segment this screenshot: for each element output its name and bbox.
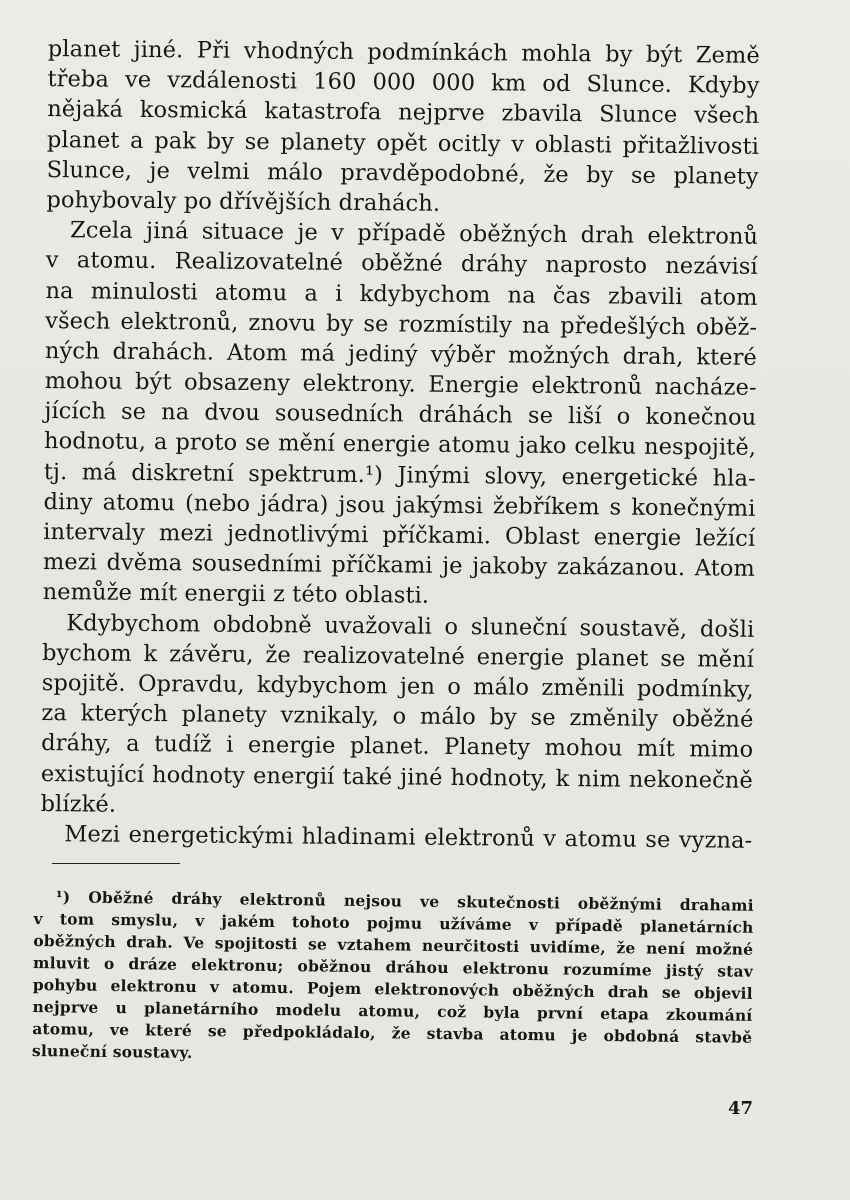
body-line: Mezi energetickými hladinami elektronů v atomu se vyzna- [64,821,753,854]
footnote-line: mluvit o dráze elektronu; oběžnou dráhou elektronu rozumíme jistý stav [32,952,754,981]
body-line: nějaká kosmická katastrofa nejprve zbavila Slunce všech [47,96,760,130]
footnote-line: nejprve u planetárního modelu atomu, což byla první etapa zkoumání [32,996,753,1025]
body-line: Kdybychom obdobně uvažovali o sluneční soustavě, došli [66,609,755,643]
body-line: mohou být obsazeny elektrony. Energie elektronů nacháze- [44,368,757,401]
footnote-line: sluneční soustavy. [31,1040,193,1062]
footnote-divider [52,863,180,864]
body-line: dráhy, a tudíž i energie planet. Planety mohou mít mimo [41,730,754,764]
body-line: diny atomu (nebo jádra) jsou jakýmsi žebříkem s konečnými [43,488,756,522]
body-line: pohybovaly po dřívějších drahách. [46,186,441,217]
body-line: ných drahách. Atom má jediný výběr možných drah, které [44,337,758,371]
body-line: v atomu. Realizovatelné oběžné dráhy naprosto nezávisí [45,247,758,281]
body-line: tj. má diskretní spektrum.¹) Jinými slovy, energetické hla- [43,458,756,492]
body-line: všech elektronů, znovu by se rozmístily na předešlých oběž- [45,307,758,341]
footnote-line: atomu, ve které se předpokládalo, že stavba atomu je obdobná stavbě [32,1018,753,1047]
body-line: blízké. [40,790,117,818]
body-line: existující hodnoty energií také jiné hodnoty, k nim nekonečně [40,760,753,794]
body-line: na minulosti atomu a i kdybychom na čas zbavili atom [45,277,758,311]
page-number: 47 [728,1098,754,1119]
footnote-line: ¹) Oběžné dráhy elektronů nejsou ve skutečnosti oběžnými drahami [55,887,754,915]
body-line: planet jiné. Při vhodných podmínkách mohla by být Země [47,35,760,69]
body-line: jících se na dvou sousedních dráhách se liší o konečnou [44,398,757,432]
footnote-line: pohybu elektronu v atomu. Pojem elektronových oběžných drah se objevil [32,974,753,1003]
body-line: hodnotu, a proto se mění energie atomu jako celku nespojitě, [43,428,757,462]
body-line: Slunce, je velmi málo pravděpodobné, že by se planety [46,156,759,190]
footnote-line: v tom smyslu, v jakém tohoto pojmu užíváme v případě planetárních [33,908,754,937]
body-line: intervaly mezi jednotlivými příčkami. Oblast energie ležící [43,518,756,552]
footnote-line: oběžných drah. Ve spojitosti se vztahem neurčitosti uvidíme, že není možné [33,930,754,959]
footnote [32,886,754,1071]
body-line: mezi dvěma sousedními příčkami je jakoby zakázanou. Atom [42,549,756,582]
body-line: bychom k závěru, že realizovatelné energie planet se mění [41,639,755,673]
body-line: třeba ve vzdálenosti 160 000 000 km od Slunce. Kdyby [47,66,760,100]
body-line: za kterých planety vznikaly, o málo by se změnily oběžné [41,700,754,733]
body-line: spojitě. Opravdu, kdybychom jen o málo změnili podmínky, [41,669,754,703]
body-text [40,34,760,856]
body-line: Zcela jiná situace je v případě oběžných drah elektronů [69,217,759,250]
body-line: nemůže mít energii z této oblasti. [42,579,430,610]
body-line: planet a pak by se planety opět ocitly v oblasti přitažlivosti [46,126,760,160]
